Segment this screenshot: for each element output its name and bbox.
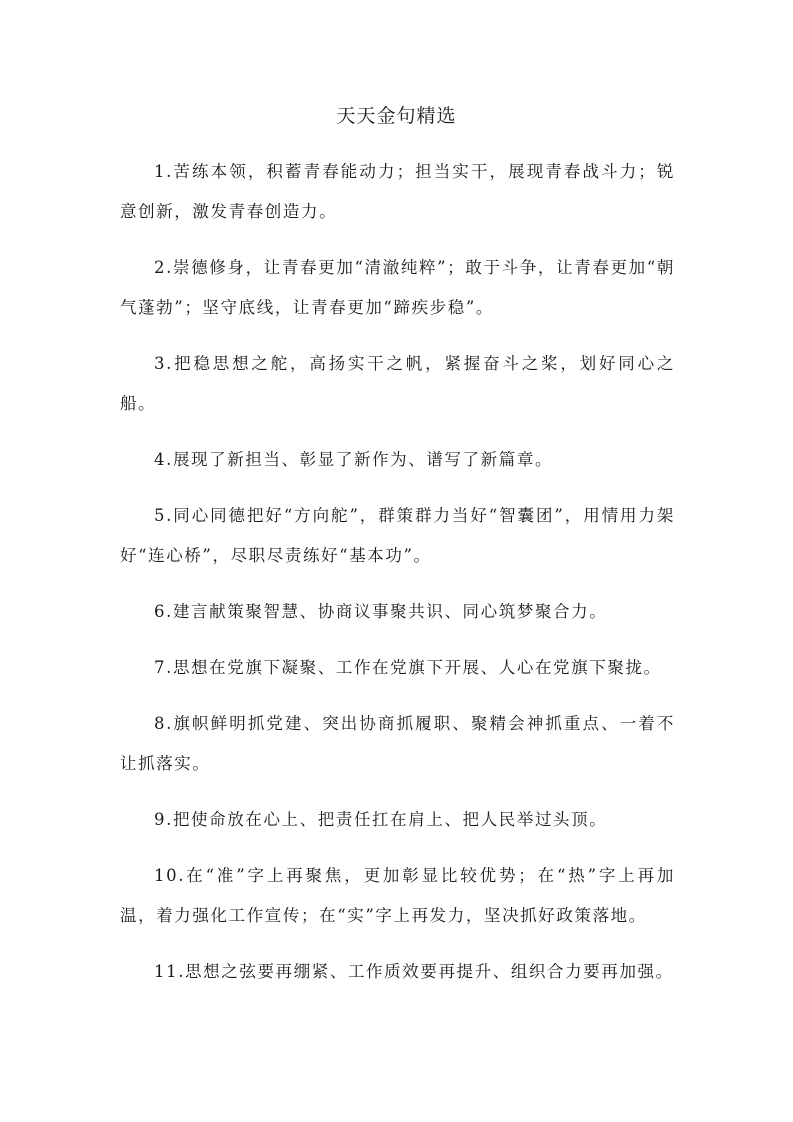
quote-paragraph-1: 1.苦练本领，积蓄青春能动力；担当实干，展现青春战斗力；锐意创新，激发青春创造力。: [120, 162, 675, 221]
quote-paragraph-2: 2.崇德修身，让青春更加“清澈纯粹”；敢于斗争，让青春更加“朝气蓬勃”；坚守底线，让青春更加“蹄疾步稳”。: [120, 258, 675, 317]
quote-paragraph-4: 4.展现了新担当、彰显了新作为、谱写了新篇章。: [154, 450, 554, 469]
quote-paragraph-3: 3.把稳思想之舵，高扬实干之帆，紧握奋斗之桨，划好同心之船。: [120, 354, 675, 413]
quote-paragraph-5: 5.同心同德把好“方向舵”，群策群力当好“智囊团”，用情用力架好“连心桥”，尽职尽责练好“基本功”。: [120, 506, 675, 565]
quote-paragraph-9: 9.把使命放在心上、把责任扛在肩上、把人民举过头顶。: [154, 810, 608, 829]
quote-paragraph-8: 8.旗帜鲜明抓党建、突出协商抓履职、聚精会神抓重点、一着不让抓落实。: [120, 714, 675, 773]
document-title: 天天金句精选: [336, 105, 457, 127]
quote-paragraph-11: 11.思想之弦要再绷紧、工作质效要再提升、组织合力要再加强。: [154, 962, 674, 981]
quote-paragraph-10: 10.在“准”字上再聚焦，更加彰显比较优势；在“热”字上再加温，着力强化工作宣传；在“实”字上再发力，坚决抓好政策落地。: [120, 866, 675, 925]
document-body: [120, 152, 675, 1008]
quote-paragraph-7: 7.思想在党旗下凝聚、工作在党旗下开展、人心在党旗下聚拢。: [154, 658, 662, 677]
quote-paragraph-6: 6.建言献策聚智慧、协商议事聚共识、同心筑梦聚合力。: [154, 602, 608, 621]
